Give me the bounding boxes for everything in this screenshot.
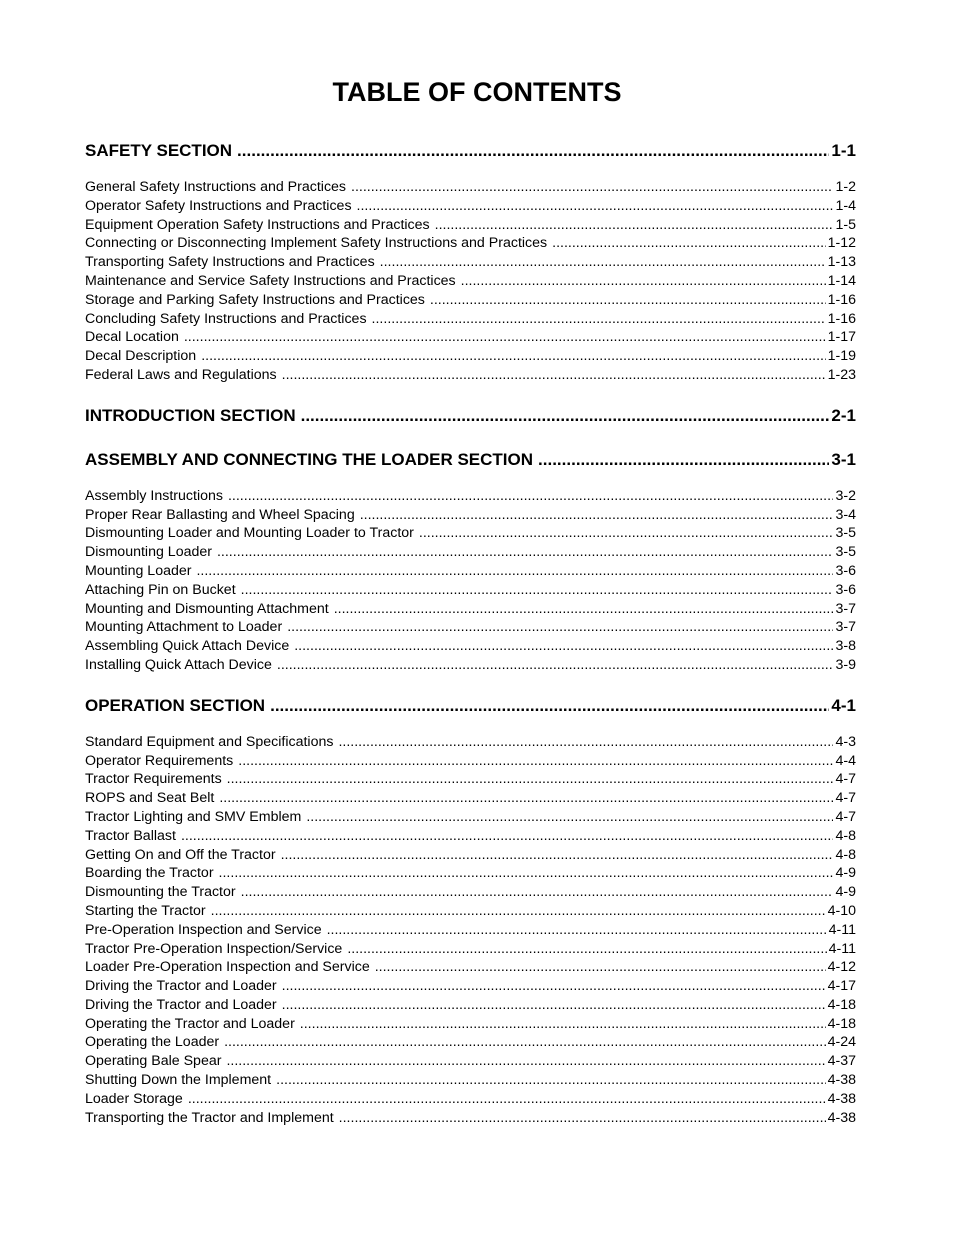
- toc-entry-page: 1-12: [827, 235, 856, 252]
- toc-entry-page: 4-11: [828, 940, 856, 957]
- toc-entry-page: 3-7: [835, 600, 856, 617]
- toc-entry[interactable]: [85, 827, 856, 846]
- toc-entry-label: Starting the Tractor: [85, 902, 206, 919]
- toc-leader-dots: [360, 506, 834, 525]
- toc-section-page: 3-1: [831, 449, 856, 469]
- toc-leader-dots: [430, 291, 826, 310]
- toc-entry-label: Connecting or Disconnecting Implement Safety Instructions and Practices: [85, 235, 548, 252]
- toc-entry-page: 4-18: [827, 996, 856, 1013]
- toc-leader-dots: [282, 977, 826, 996]
- toc-leader-dots: [219, 864, 834, 883]
- toc-entry[interactable]: [85, 656, 856, 675]
- toc-leader-dots: [357, 197, 834, 216]
- toc-leader-dots: [188, 1090, 826, 1109]
- toc-entry[interactable]: [85, 178, 856, 197]
- toc-leader-dots: [380, 253, 826, 272]
- toc-entry-page: 1-14: [827, 272, 856, 289]
- toc-entry-label: Tractor Ballast: [85, 827, 176, 844]
- toc-entry-label: Boarding the Tractor: [85, 865, 214, 882]
- toc-entry-page: 1-2: [835, 179, 856, 195]
- toc-section-label: OPERATION SECTION: [85, 695, 266, 715]
- toc-entry[interactable]: [85, 808, 856, 827]
- toc-entry-label: Decal Location: [85, 329, 179, 346]
- toc-entry[interactable]: [85, 216, 856, 235]
- toc-section-heading[interactable]: [85, 693, 856, 719]
- toc-entry-label: Tractor Lighting and SMV Emblem: [85, 808, 302, 825]
- toc-entry-page: 4-18: [827, 1015, 856, 1032]
- toc-entry-label: Assembling Quick Attach Device: [85, 638, 290, 655]
- toc-entry-label: Storage and Parking Safety Instructions and Practices: [85, 291, 425, 308]
- toc-entry[interactable]: [85, 921, 856, 940]
- toc-leader-dots: [211, 902, 826, 921]
- toc-leader-dots: [339, 1109, 826, 1128]
- toc-leader-dots: [270, 693, 829, 719]
- toc-entry[interactable]: [85, 291, 856, 310]
- toc-entry[interactable]: [85, 618, 856, 637]
- toc-entry-page: 1-4: [835, 197, 856, 214]
- toc-entry-label: Standard Equipment and Specifications: [85, 733, 334, 750]
- toc-section-heading[interactable]: [85, 138, 856, 164]
- toc-entry-label: Mounting and Dismounting Attachment: [85, 600, 329, 617]
- toc-leader-dots: [241, 883, 834, 902]
- toc-entry[interactable]: [85, 487, 856, 506]
- toc-leader-dots: [538, 447, 829, 473]
- toc-leader-dots: [276, 1071, 825, 1090]
- toc-leader-dots: [282, 996, 826, 1015]
- toc-section-heading[interactable]: [85, 447, 856, 473]
- toc-entry-label: Decal Description: [85, 348, 197, 365]
- toc-leader-dots: [224, 1033, 826, 1052]
- toc-leader-dots: [351, 178, 833, 197]
- toc-entry-label: Operator Safety Instructions and Practices: [85, 197, 352, 214]
- toc-entry-page: 3-7: [835, 619, 856, 636]
- toc-entry[interactable]: [85, 272, 856, 291]
- toc-entry-label: Operating Bale Spear: [85, 1053, 222, 1070]
- toc-entry-page: 1-16: [827, 291, 856, 308]
- toc-entry[interactable]: [85, 310, 856, 329]
- toc-entry[interactable]: [85, 902, 856, 921]
- toc-entry-page: 4-9: [835, 865, 856, 882]
- toc-leader-dots: [281, 846, 834, 865]
- toc-entry-label: Maintenance and Service Safety Instructions and Practices: [85, 272, 456, 289]
- toc-entry[interactable]: [85, 506, 856, 525]
- toc-leader-dots: [461, 272, 826, 291]
- toc-entry[interactable]: [85, 366, 856, 385]
- toc-entry-page: 4-8: [835, 846, 856, 863]
- toc-leader-dots: [181, 827, 834, 846]
- toc-entry[interactable]: [85, 1071, 856, 1090]
- toc-entry-label: Assembly Instructions: [85, 487, 223, 504]
- toc-entry-page: 4-11: [828, 921, 856, 938]
- toc-entry[interactable]: [85, 1052, 856, 1071]
- toc-entry-label: Mounting Loader: [85, 562, 192, 579]
- toc-entry[interactable]: [85, 328, 856, 347]
- toc-entry[interactable]: [85, 770, 856, 789]
- toc-entry[interactable]: [85, 958, 856, 977]
- toc-section-label: INTRODUCTION SECTION: [85, 405, 296, 425]
- toc-leader-dots: [301, 403, 830, 429]
- toc-entry-label: Installing Quick Attach Device: [85, 656, 272, 673]
- toc-entry-page: 1-13: [827, 254, 856, 271]
- toc-entry-label: Tractor Pre-Operation Inspection/Service: [85, 940, 343, 957]
- toc-entry-page: 3-8: [835, 638, 856, 655]
- toc-entry-page: 4-38: [827, 1072, 856, 1089]
- toc-leader-dots: [227, 770, 834, 789]
- toc-entry[interactable]: [85, 347, 856, 366]
- toc-entry-page: 4-7: [835, 771, 856, 788]
- toc-entry[interactable]: [85, 1090, 856, 1109]
- spacer: [85, 675, 856, 693]
- toc-entry[interactable]: [85, 234, 856, 253]
- toc-entry[interactable]: [85, 1015, 856, 1034]
- toc-entry-page: 4-9: [835, 884, 856, 901]
- toc-entry-page: 3-5: [835, 525, 856, 542]
- toc-entry-label: Transporting the Tractor and Implement: [85, 1109, 334, 1126]
- toc-leader-dots: [375, 958, 826, 977]
- toc-entry-label: General Safety Instructions and Practices: [85, 179, 347, 195]
- toc-entry-label: Attaching Pin on Bucket: [85, 581, 236, 598]
- toc-leader-dots: [306, 808, 833, 827]
- toc-entry[interactable]: [85, 789, 856, 808]
- toc-leader-dots: [196, 562, 833, 581]
- toc-leader-dots: [241, 581, 834, 600]
- toc-entry-page: 4-4: [835, 752, 856, 769]
- toc-entry-label: Dismounting Loader and Mounting Loader to Tractor: [85, 525, 414, 542]
- toc-entry-page: 4-17: [827, 978, 856, 995]
- toc-entry-page: 3-6: [835, 562, 856, 579]
- toc-entry[interactable]: [85, 197, 856, 216]
- toc-entry-page: 3-9: [835, 656, 856, 673]
- toc-entry-label: Operator Requirements: [85, 752, 234, 769]
- toc-section-label: ASSEMBLY AND CONNECTING THE LOADER SECTION: [85, 449, 534, 469]
- toc-entry-label: Equipment Operation Safety Instructions and Practices: [85, 216, 430, 233]
- table-of-contents: [85, 138, 856, 1127]
- toc-leader-dots: [228, 487, 834, 506]
- toc-entry-page: 4-7: [835, 790, 856, 807]
- toc-entry-page: 4-38: [827, 1109, 856, 1126]
- toc-leader-dots: [372, 310, 826, 329]
- toc-leader-dots: [338, 733, 833, 752]
- toc-leader-dots: [184, 328, 826, 347]
- toc-entry[interactable]: [85, 733, 856, 752]
- toc-section-label: SAFETY SECTION: [85, 141, 233, 160]
- toc-leader-dots: [327, 921, 827, 940]
- toc-entry-page: 4-8: [835, 827, 856, 844]
- spacer: [85, 719, 856, 733]
- toc-entry[interactable]: [85, 940, 856, 959]
- toc-entry-label: Operating the Tractor and Loader: [85, 1015, 295, 1032]
- toc-entry-label: Dismounting the Tractor: [85, 884, 236, 901]
- toc-entry-page: 4-37: [827, 1053, 856, 1070]
- toc-section-page: 2-1: [831, 405, 856, 425]
- page-title: TABLE OF CONTENTS: [332, 77, 622, 107]
- toc-leader-dots: [238, 752, 833, 771]
- toc-entry-label: Pre-Operation Inspection and Service: [85, 921, 322, 938]
- toc-entry[interactable]: [85, 543, 856, 562]
- toc-entry-label: Loader Pre-Operation Inspection and Service: [85, 959, 370, 976]
- toc-leader-dots: [282, 366, 826, 385]
- toc-leader-dots: [294, 637, 833, 656]
- toc-entry-label: Driving the Tractor and Loader: [85, 978, 277, 995]
- toc-leader-dots: [435, 216, 834, 235]
- toc-entry-page: 3-4: [835, 506, 856, 523]
- spacer: [85, 473, 856, 487]
- toc-entry[interactable]: [85, 1033, 856, 1052]
- toc-entry-label: Driving the Tractor and Loader: [85, 996, 277, 1013]
- spacer: [85, 164, 856, 178]
- toc-leader-dots: [217, 543, 834, 562]
- toc-entry-page: 1-19: [827, 348, 856, 365]
- toc-section-heading[interactable]: [85, 403, 856, 429]
- toc-leader-dots: [419, 524, 834, 543]
- spacer: [85, 385, 856, 403]
- toc-entry-page: 4-7: [835, 808, 856, 825]
- toc-entry-page: 1-23: [827, 366, 856, 383]
- toc-entry-label: Tractor Requirements: [85, 771, 222, 788]
- toc-entry-label: Dismounting Loader: [85, 544, 212, 561]
- toc-entry[interactable]: [85, 637, 856, 656]
- toc-entry[interactable]: [85, 752, 856, 771]
- toc-entry[interactable]: [85, 1109, 856, 1128]
- toc-entry-page: 4-10: [827, 902, 856, 919]
- toc-entry-page: 4-38: [827, 1090, 856, 1107]
- toc-entry-label: Proper Rear Ballasting and Wheel Spacing: [85, 506, 355, 523]
- toc-leader-dots: [219, 789, 833, 808]
- toc-entry[interactable]: [85, 883, 856, 902]
- toc-leader-dots: [334, 600, 834, 619]
- toc-entry[interactable]: [85, 864, 856, 883]
- toc-entry[interactable]: [85, 524, 856, 543]
- toc-entry-label: Mounting Attachment to Loader: [85, 619, 283, 636]
- toc-entry-page: 1-16: [827, 310, 856, 327]
- toc-entry-label: Concluding Safety Instructions and Practices: [85, 310, 367, 327]
- toc-leader-dots: [277, 656, 834, 675]
- toc-entry-page: 4-12: [827, 959, 856, 976]
- toc-entry-page: 1-5: [835, 216, 856, 233]
- spacer: [85, 429, 856, 447]
- toc-section-page: 4-1: [831, 695, 856, 715]
- toc-entry[interactable]: [85, 600, 856, 619]
- toc-entry-label: Federal Laws and Regulations: [85, 366, 277, 383]
- toc-entry[interactable]: [85, 581, 856, 600]
- toc-entry-label: Loader Storage: [85, 1090, 183, 1107]
- toc-section-page: 1-1: [831, 141, 856, 160]
- toc-entry-label: Operating the Loader: [85, 1034, 220, 1051]
- toc-leader-dots: [287, 618, 833, 637]
- toc-entry-page: 4-24: [827, 1034, 856, 1051]
- toc-leader-dots: [552, 234, 825, 253]
- toc-entry-label: ROPS and Seat Belt: [85, 790, 215, 807]
- toc-leader-dots: [201, 347, 825, 366]
- toc-entry-page: 3-6: [835, 581, 856, 598]
- toc-entry[interactable]: [85, 253, 856, 272]
- toc-entry-page: 1-17: [827, 329, 856, 346]
- toc-leader-dots: [226, 1052, 825, 1071]
- toc-entry[interactable]: [85, 977, 856, 996]
- toc-entry-label: Getting On and Off the Tractor: [85, 846, 276, 863]
- toc-entry-page: 3-5: [835, 544, 856, 561]
- toc-entry[interactable]: [85, 562, 856, 581]
- toc-entry-page: 4-3: [835, 733, 856, 750]
- toc-entry-label: Transporting Safety Instructions and Practices: [85, 254, 375, 271]
- toc-leader-dots: [347, 940, 826, 959]
- toc-entry[interactable]: [85, 996, 856, 1015]
- toc-entry-label: Shutting Down the Implement: [85, 1072, 272, 1089]
- toc-entry-page: 3-2: [835, 487, 856, 504]
- toc-leader-dots: [300, 1015, 826, 1034]
- toc-leader-dots: [237, 138, 829, 164]
- toc-entry[interactable]: [85, 846, 856, 865]
